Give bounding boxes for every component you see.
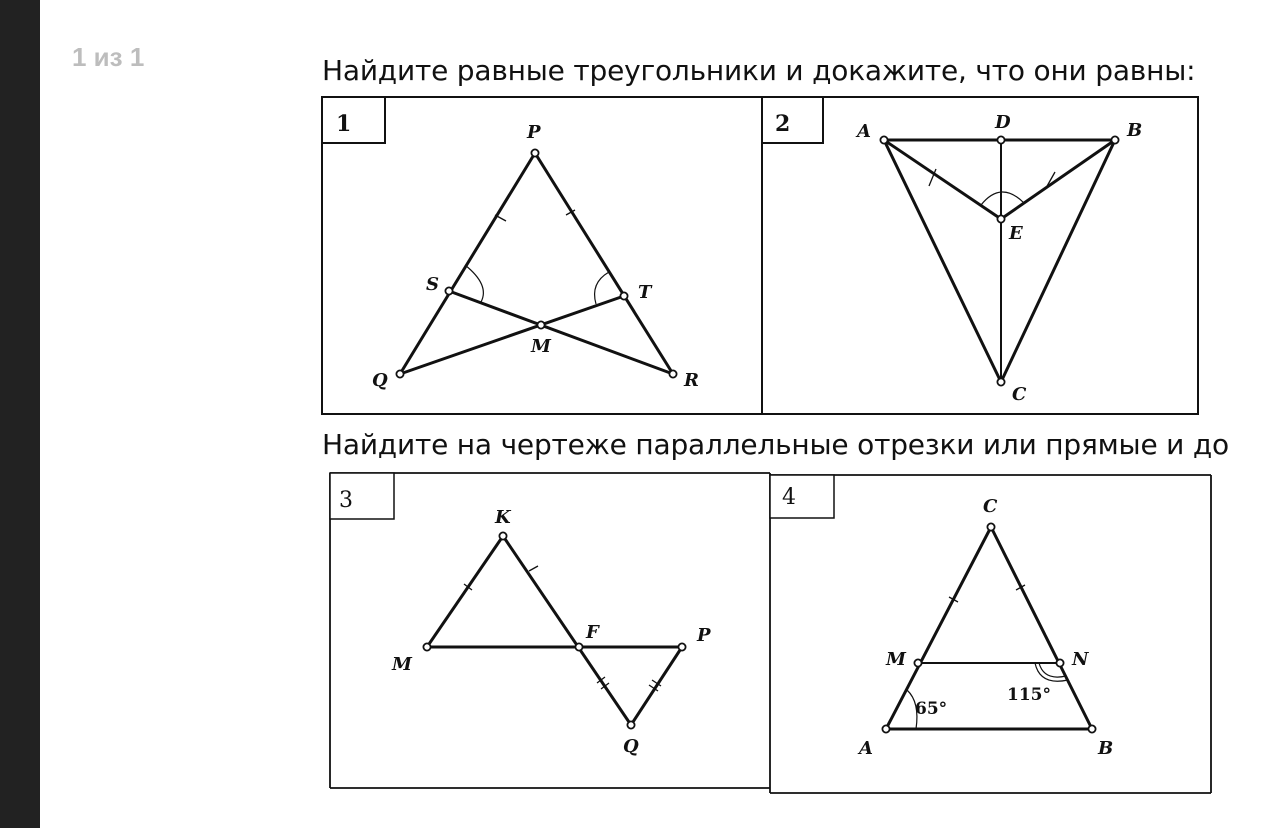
- figure-3-label-F: F: [586, 622, 599, 643]
- figure-3-panel: [330, 473, 770, 793]
- figure-4-label-M: M: [886, 649, 906, 670]
- figure-3-label-Q: Q: [623, 736, 639, 757]
- figure-2-label-E: E: [1009, 223, 1023, 244]
- figure-1-label-R: R: [684, 370, 699, 391]
- figure-2-number: 2: [775, 111, 791, 137]
- page-counter: 1 из 1: [72, 42, 145, 72]
- task-heading-1: Найдите равные треугольники и докажите, что они равны:: [322, 54, 1196, 87]
- figure-2-label-D: D: [995, 112, 1011, 133]
- figure-3-label-K: K: [495, 507, 511, 528]
- figure-2-label-A: A: [857, 121, 871, 142]
- figure-1-label-T: T: [638, 282, 652, 303]
- figure-2-panel: [762, 97, 1198, 414]
- figure-4-label-B: B: [1098, 738, 1114, 759]
- figure-1-number-box: [322, 97, 385, 143]
- figure-1-panel: [322, 97, 762, 414]
- figure-1-label-S: S: [426, 274, 439, 295]
- figure-4-number: 4: [782, 485, 796, 510]
- figure-1-label-Q: Q: [372, 370, 388, 391]
- figure-4-panel: [770, 475, 1211, 793]
- figure-3-label-P: P: [697, 625, 711, 646]
- figure-2-label-C: C: [1012, 384, 1027, 405]
- figure-4-label-N: N: [1072, 649, 1089, 670]
- figure-4-number-box: [770, 475, 834, 518]
- figure-2-number-box: [762, 97, 823, 143]
- task-heading-2: Найдите на чертеже параллельные отрезки или прямые и до: [322, 428, 1229, 461]
- figure-1-label-P: P: [527, 122, 541, 143]
- figure-4-label-C: C: [983, 496, 998, 517]
- figure-2-label-B: B: [1127, 120, 1143, 141]
- figure-4-angle-A: 65°: [915, 699, 948, 719]
- figure-3-number: 3: [339, 488, 353, 513]
- figure-4-angle-N: 115°: [1007, 685, 1051, 705]
- figure-1-label-M: M: [531, 336, 551, 357]
- figure-3-label-M: M: [392, 654, 412, 675]
- figure-4-label-A: A: [859, 738, 873, 759]
- figure-1-number: 1: [336, 111, 352, 137]
